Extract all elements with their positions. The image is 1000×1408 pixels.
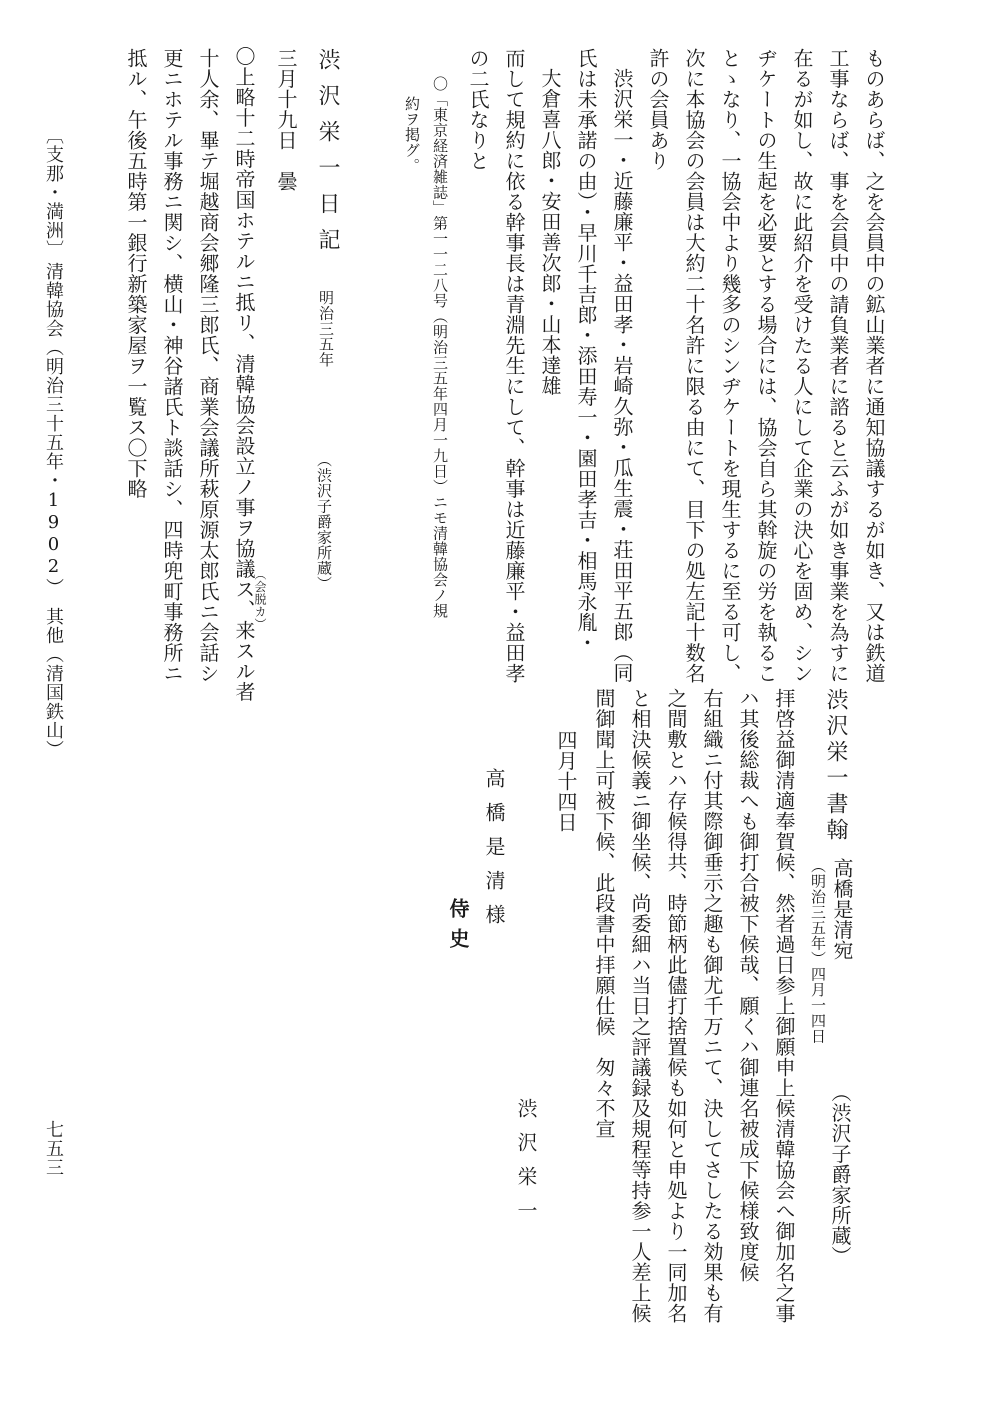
text-line: 而して規約に依る幹事長は青淵先生にして、幹事は近藤廉平・益田孝	[502, 48, 526, 684]
diary-date: 三月十九日 曇	[274, 48, 298, 192]
diary-line: 抵ル、午後五時第一銀行新築家屋ヲ一覧ス〇下略	[124, 48, 148, 499]
text-line: ヂケートの生起を必要とする場合には、協会自ら其斡旋の労を執るこ	[754, 48, 778, 684]
text-line: 工事ならば、事を会員中の請負業者に諮ると云ふが如き事業を為すに	[826, 48, 850, 684]
text-line: の二氏なりと	[466, 48, 490, 171]
text-line: 許の会員あり	[646, 48, 670, 171]
text-line: とゝなり、一協会中より幾多のシンヂケートを現生するに至る可し、	[718, 48, 742, 684]
letter-line: 之間敷とハ存候得共、時節柄此儘打捨置候も如何と申処より一同加名	[664, 688, 688, 1324]
diary-source: （渋沢子爵家所蔵）	[315, 452, 333, 592]
letter-line: 拝啓益御清適奉賀候、然者過日参上御願申上候清韓協会へ御加名之事	[772, 688, 796, 1324]
letter-line: と相決候義ニ御坐候、尚委細ハ当日之評議録及規程等持参一人差上候	[628, 688, 652, 1324]
diary-insert-note: （会脱カ）	[253, 568, 267, 631]
text-line: 次に本協会の会員は大約二十名許に限る由にて、目下の処左記十数名	[682, 48, 706, 684]
section-tag: 〔支那・満洲〕	[43, 126, 64, 259]
running-title: 清韓協会（明治三十五年・1902） 其他（清国鉄山）	[43, 262, 64, 759]
text-line: ものあらば、之を会員中の鉱山業者に通知協議するが如き、又は鉄道	[862, 48, 886, 684]
letter-honorific: 侍史	[446, 898, 470, 958]
letter-addressee: 高橋是清様	[482, 768, 506, 938]
letter-line: 間御聞上可被下候、此段書中拝願仕候 匆々不宣	[592, 688, 616, 1139]
letter-title: 渋沢栄一書翰	[823, 688, 848, 844]
diary-line: 十人余、畢テ堀越商会郷隆三郎氏、商業会議所萩原源太郎氏ニ会話シ	[196, 48, 220, 684]
letter-line: ハ其後総裁へも御打合被下候哉、願くハ御連名被成下候様致度候	[736, 688, 760, 1283]
diary-year: 明治三五年	[317, 290, 335, 368]
text-line: 氏は未承諾の由）・早川千吉郎・添田寿一・園田孝吉・相馬永胤・	[574, 48, 598, 653]
letter-date-heading: （明治三五年）四月一四日	[809, 858, 827, 1044]
editor-note: 〇「東京経済雑誌」第一一二八号（明治三五年四月一九日）ニモ清韓協会ノ規	[431, 76, 449, 619]
letter-sender: 渋沢栄一	[514, 1098, 538, 1234]
text-line: 在るが如し、故に此紹介を受けたる人にして企業の決心を固め、シン	[790, 48, 814, 684]
text-line: 大倉喜八郎・安田善次郎・山本達雄	[538, 68, 562, 396]
letter-date: 四月十四日	[554, 730, 578, 833]
letter-line: 右組織ニ付其際御垂示之趣も御尤千万ニて、決してさしたる効果も有	[700, 688, 724, 1324]
diary-title: 渋沢栄一日記	[315, 48, 340, 264]
editor-note: 約ヲ掲グ。	[403, 96, 421, 174]
text-line: 渋沢栄一・近藤廉平・益田孝・岩崎久弥・瓜生震・荘田平五郎（同	[610, 68, 634, 683]
diary-line: 〇上略十二時帝国ホテルニ抵リ、清韓協会設立ノ事ヲ協議ス、来スル者	[232, 46, 256, 702]
letter-recipient-heading: 高橋是清宛	[830, 858, 854, 961]
letter-source: （渋沢子爵家所蔵）	[828, 1082, 852, 1267]
page-number: 七五三	[43, 1120, 64, 1177]
diary-line: 更ニホテル事務ニ関シ、横山・神谷諸氏ト談話シ、四時兜町事務所ニ	[160, 48, 184, 684]
